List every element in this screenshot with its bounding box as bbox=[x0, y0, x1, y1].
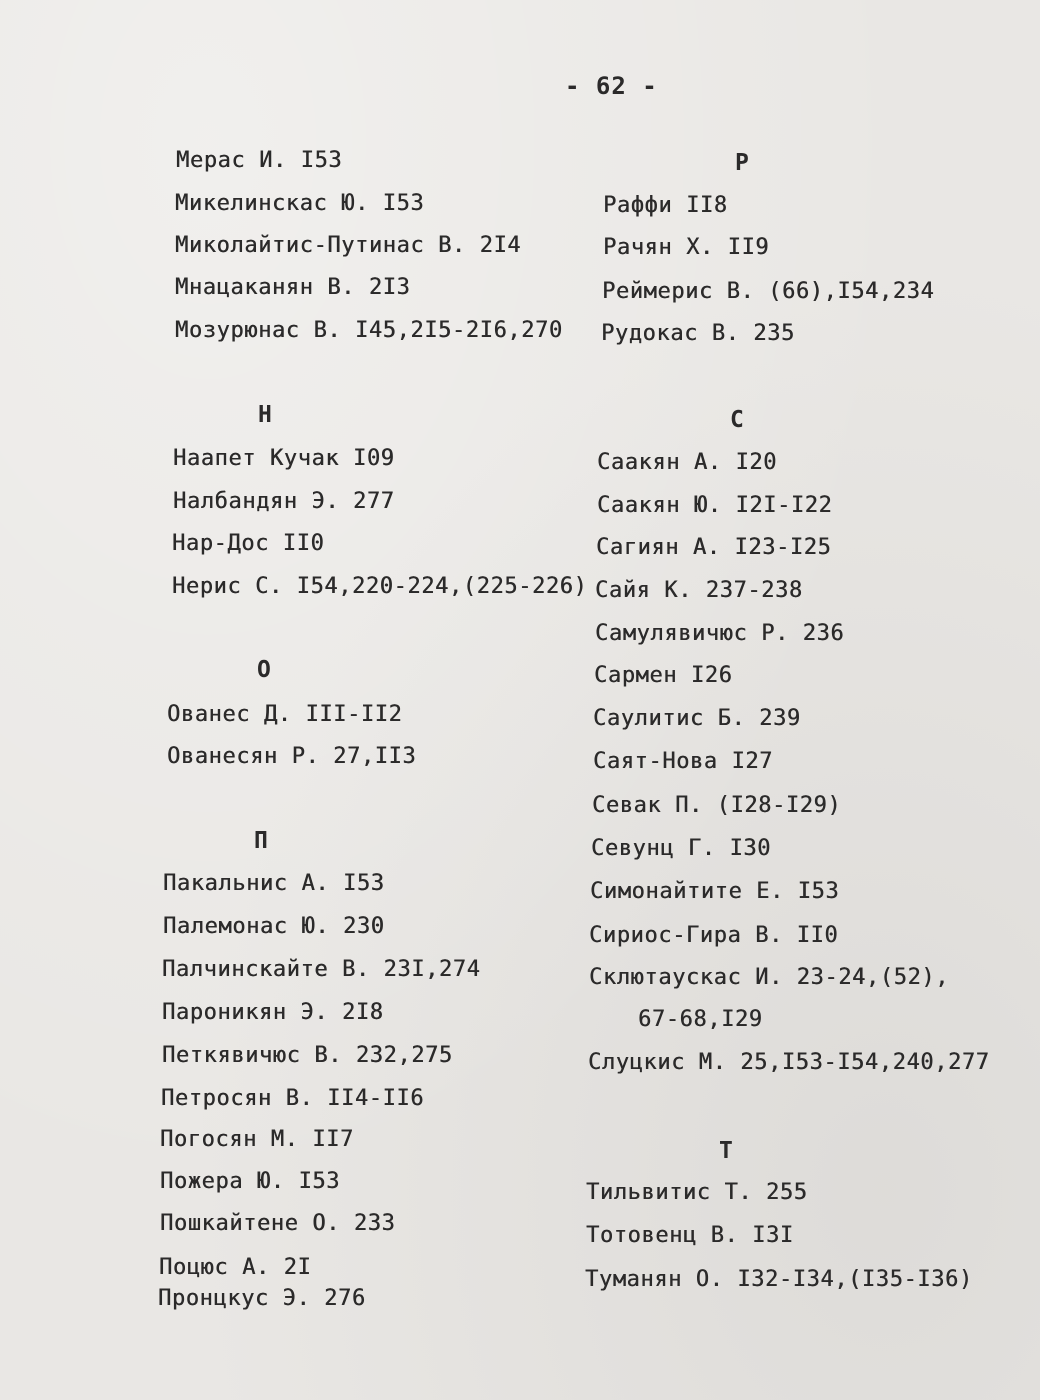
index-entry: Симонайтите Е. I53 bbox=[590, 879, 840, 904]
index-entry: Палемонас Ю. 230 bbox=[163, 914, 385, 939]
index-entry: Мозурюнас В. I45,2I5-2I6,270 bbox=[175, 318, 563, 343]
page-number: - 62 - bbox=[565, 72, 658, 100]
index-entry: Пароникян Э. 2I8 bbox=[162, 1000, 384, 1025]
index-entry: Саакян Ю. I2I-I22 bbox=[597, 493, 833, 518]
index-entry: Миколайтис-Путинас В. 2I4 bbox=[175, 233, 522, 258]
index-entry: Петкявичюс В. 232,275 bbox=[162, 1043, 453, 1068]
index-entry: Сагиян А. I23-I25 bbox=[596, 535, 832, 560]
index-entry: Тотовенц В. I3I bbox=[586, 1223, 794, 1248]
section-letter-r: Р bbox=[735, 150, 749, 176]
index-entry: Севак П. (I28-I29) bbox=[592, 793, 842, 818]
section-letter-p: П bbox=[254, 828, 268, 854]
index-entry: Раффи II8 bbox=[603, 193, 728, 218]
index-entry-continuation: 67-68,I29 bbox=[638, 1007, 763, 1032]
section-letter-o: О bbox=[257, 657, 271, 683]
index-entry: Микелинскас Ю. I53 bbox=[175, 191, 425, 216]
index-entry: Мерас И. I53 bbox=[176, 148, 343, 173]
section-letter-s: С bbox=[730, 407, 744, 433]
index-entry: Севунц Г. I30 bbox=[591, 836, 771, 861]
index-entry: Палчинскайте В. 23I,274 bbox=[162, 957, 481, 982]
section-letter-t: Т bbox=[719, 1138, 733, 1164]
index-entry: Саят-Нова I27 bbox=[593, 749, 773, 774]
index-entry: Туманян О. I32-I34,(I35-I36) bbox=[585, 1267, 973, 1292]
index-entry: Слуцкис М. 25,I53-I54,240,277 bbox=[588, 1050, 990, 1075]
index-entry: Ованес Д. III-II2 bbox=[167, 702, 403, 727]
index-entry: Пожера Ю. I53 bbox=[160, 1169, 340, 1194]
index-entry: Поцюс А. 2I bbox=[159, 1255, 312, 1280]
section-letter-n: Н bbox=[258, 402, 272, 428]
index-entry: Пакальнис А. I53 bbox=[163, 871, 385, 896]
index-entry: Сармен I26 bbox=[594, 663, 733, 688]
index-entry: Рачян Х. II9 bbox=[603, 235, 770, 260]
index-entry: Налбандян Э. 277 bbox=[173, 489, 395, 514]
index-entry: Реймерис В. (66),I54,234 bbox=[602, 279, 935, 304]
index-entry: Нерис С. I54,220-224,(225-226) bbox=[172, 574, 588, 599]
index-entry: Мнацаканян В. 2I3 bbox=[175, 275, 411, 300]
index-entry: Нар-Дос II0 bbox=[172, 531, 325, 556]
index-entry: Самулявичюс Р. 236 bbox=[595, 621, 845, 646]
index-entry: Пошкайтене О. 233 bbox=[160, 1211, 396, 1236]
index-entry: Саулитис Б. 239 bbox=[593, 706, 801, 731]
index-entry: Погосян М. II7 bbox=[160, 1127, 354, 1152]
index-entry: Сайя К. 237-238 bbox=[595, 578, 803, 603]
index-entry: Саакян А. I20 bbox=[597, 450, 777, 475]
index-entry: Сириос-Гира В. II0 bbox=[589, 923, 839, 948]
index-entry: Склютаускас И. 23-24,(52), bbox=[589, 965, 949, 990]
index-entry: Рудокас В. 235 bbox=[601, 321, 795, 346]
index-entry: Петросян В. II4-II6 bbox=[161, 1086, 425, 1111]
index-entry: Ованесян Р. 27,II3 bbox=[167, 744, 417, 769]
index-entry: Пронцкус Э. 276 bbox=[158, 1286, 366, 1311]
index-entry: Тильвитис Т. 255 bbox=[586, 1180, 808, 1205]
index-entry: Наапет Кучак I09 bbox=[173, 446, 395, 471]
